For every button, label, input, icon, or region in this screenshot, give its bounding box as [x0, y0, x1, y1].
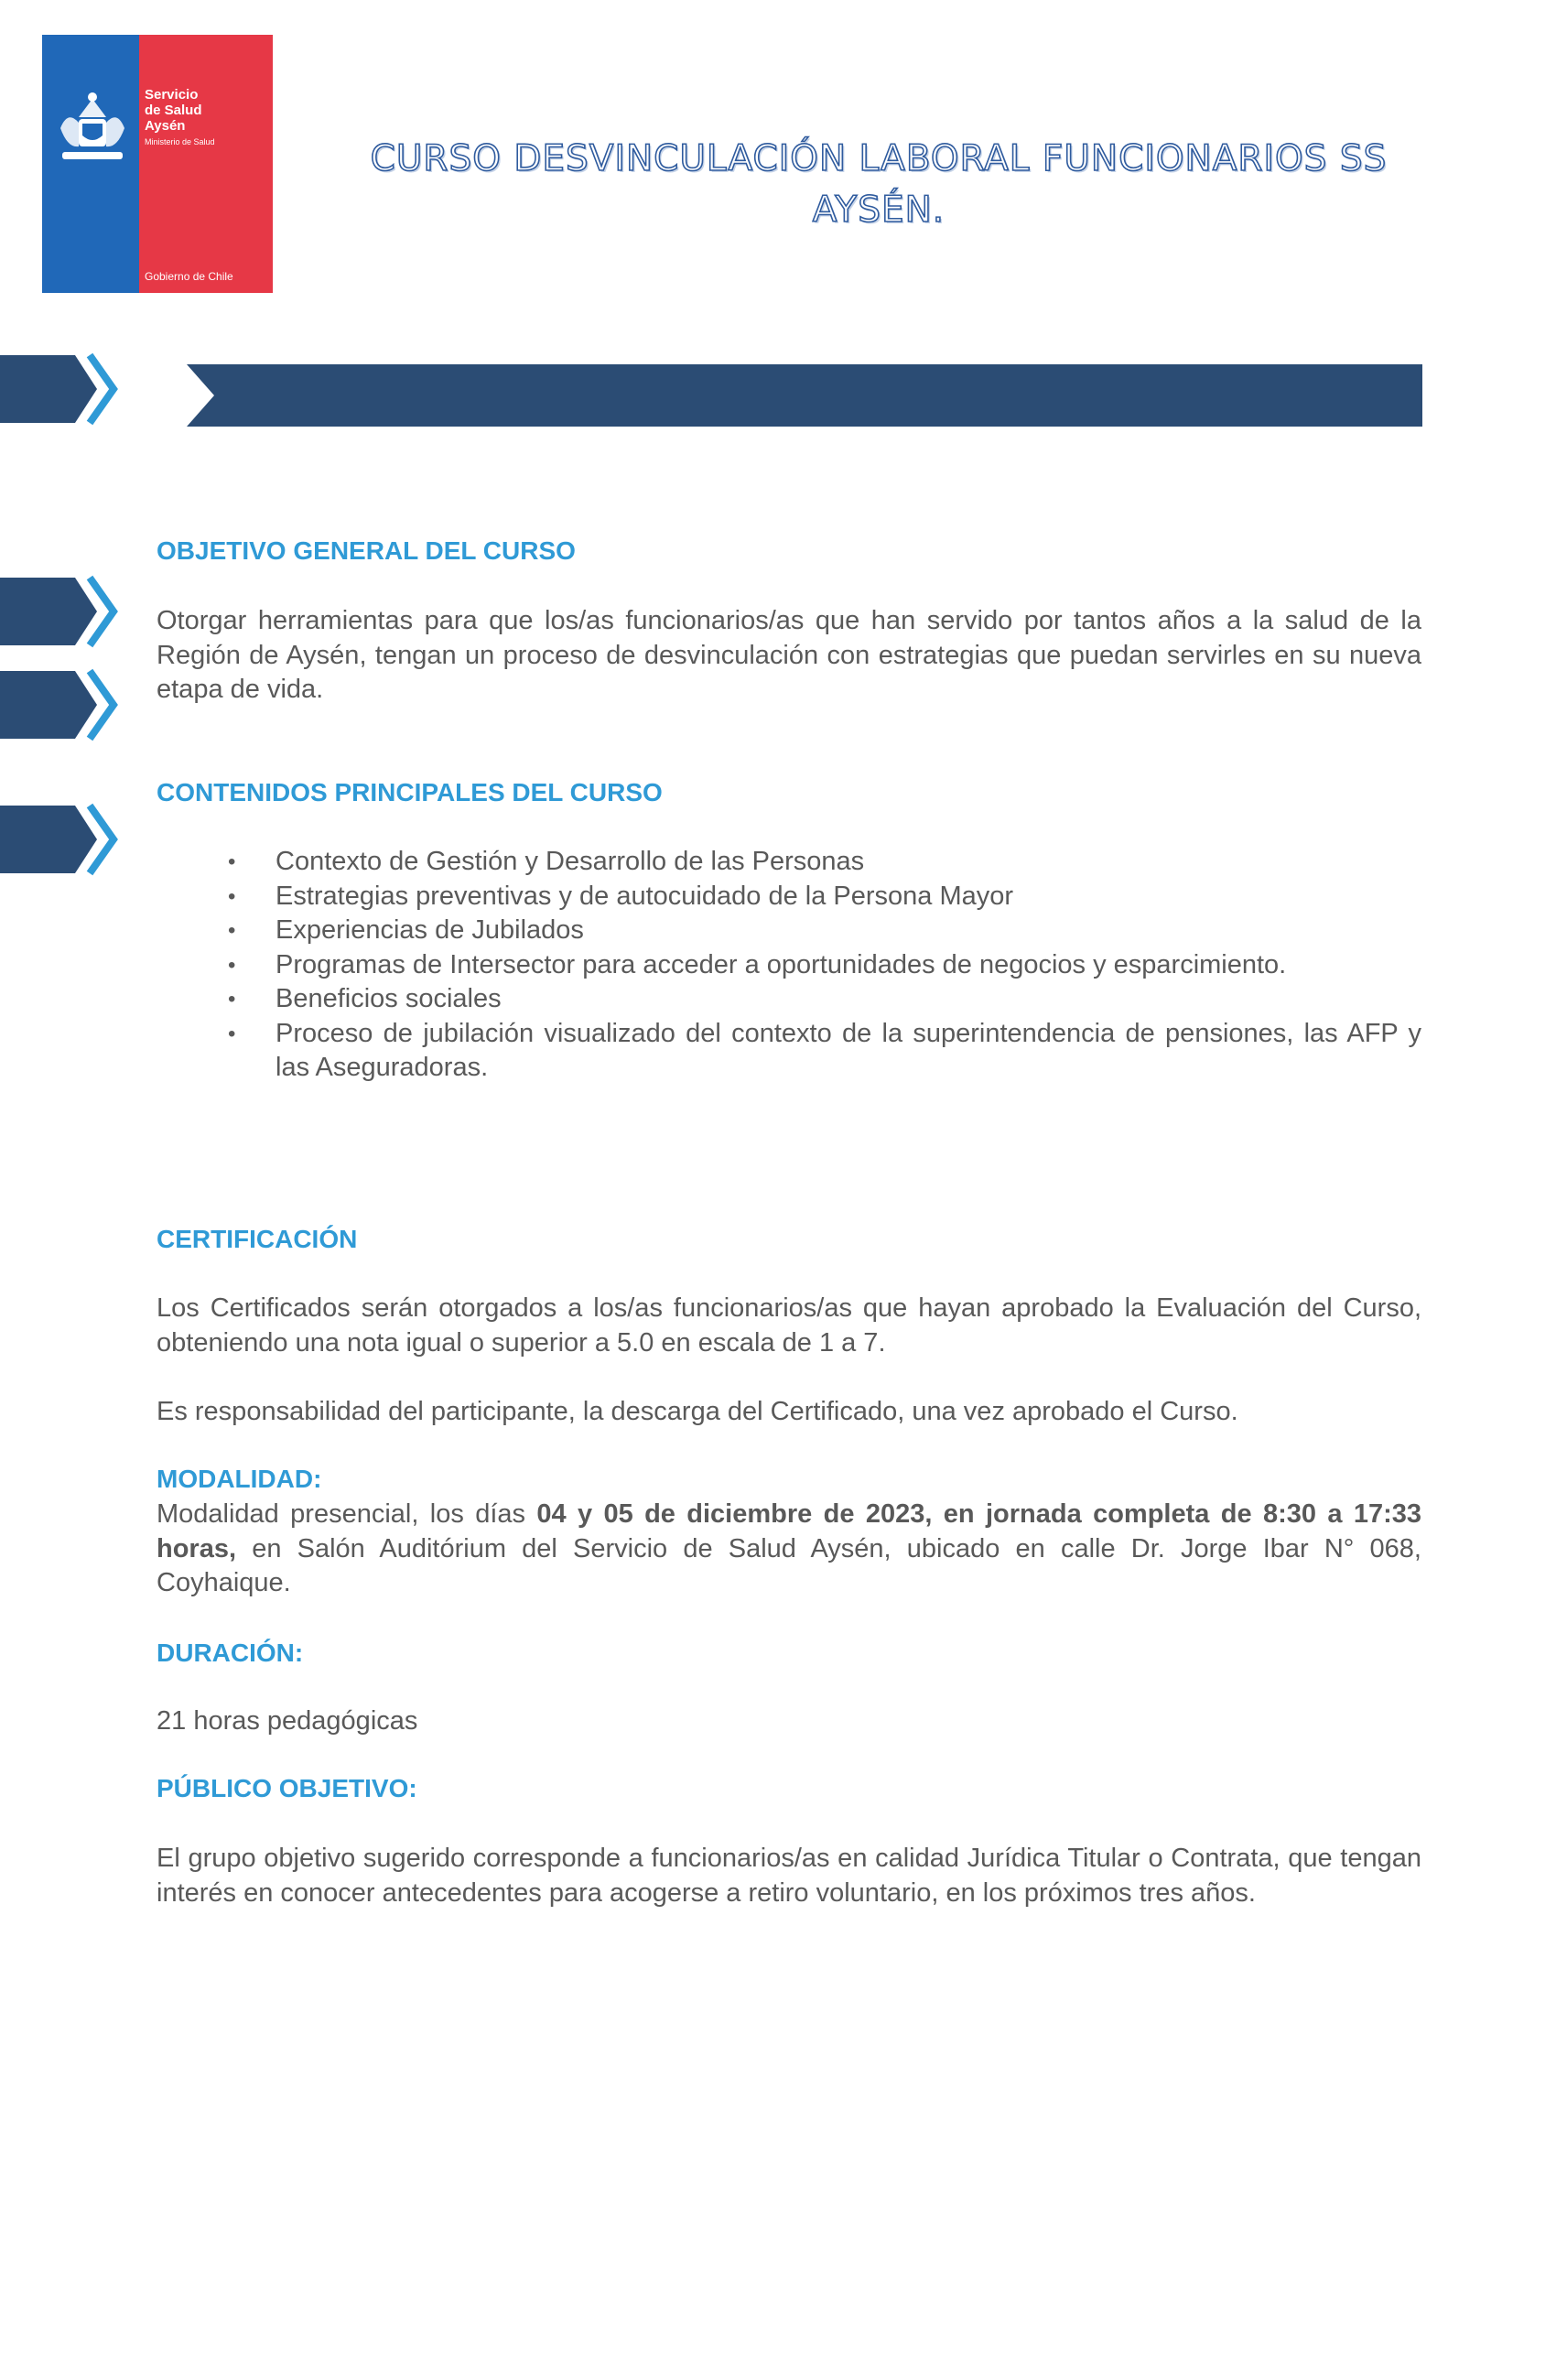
duracion-heading: DURACIÓN:	[157, 1639, 304, 1667]
modalidad-dates: 04 y 05 de diciembre de 2023, en jornada completa de 8:30 a 17:33 horas,	[157, 1499, 1421, 1563]
certificacion-text-1: Los Certificados serán otorgados a los/as funcionarios/as que hayan aprobado la Evaluación del Curso, obteniendo una nota igual o superior a 5.0 en escala de 1 a 7.	[157, 1293, 1421, 1358]
servicio-salud-logo	[42, 35, 273, 293]
list-item: • Experiencias de Jubilados	[157, 914, 1421, 948]
logo-blue-panel	[42, 35, 139, 293]
modalidad-text-b: en Salón Auditórium del Servicio de Salud Aysén, ubicado en calle Dr. Jorge Ibar N° 068, Coyhaique.	[157, 1533, 1421, 1597]
header-banner-bar	[187, 364, 1422, 427]
list-item: • Programas de Intersector para acceder a oportunidades de negocios y esparcimiento.	[157, 948, 1421, 983]
certificacion-text-2: Es responsabilidad del participante, la descarga del Certificado, una vez aprobado el Curso.	[157, 1397, 1238, 1426]
list-item: • Estrategias preventivas y de autocuidado de la Persona Mayor	[157, 880, 1421, 914]
certificacion-heading: CERTIFICACIÓN	[157, 1225, 358, 1253]
chevron-right-icon	[0, 574, 128, 649]
chevron-right-icon	[0, 667, 128, 742]
logo-text-ministerio: Ministerio de Salud	[145, 137, 215, 146]
page-title: CURSO DESVINCULACIÓN LABORAL FUNCIONARIOS SS AYSÉN.	[370, 138, 1388, 231]
coat-of-arms-icon	[51, 82, 134, 183]
chevron-right-icon	[0, 802, 128, 877]
contenidos-heading: CONTENIDOS PRINCIPALES DEL CURSO	[157, 778, 663, 806]
list-item: • Contexto de Gestión y Desarrollo de las Personas	[157, 845, 1421, 880]
logo-red-panel	[139, 35, 273, 293]
logo-text-gobierno: Gobierno de Chile	[145, 270, 233, 283]
contents-list	[157, 845, 1421, 1086]
modalidad-heading: MODALIDAD:	[157, 1465, 322, 1493]
publico-heading: PÚBLICO OBJETIVO:	[157, 1774, 417, 1802]
publico-text: El grupo objetivo sugerido corresponde a funcionarios/as en calidad Jurídica Titular o Contrata, que tengan interés en conocer antecedentes para acogerse a retiro voluntario, en los próximos tres años.	[157, 1844, 1421, 1908]
logo-text-line1: Servicio	[145, 87, 199, 103]
duracion-text: 21 horas pedagógicas	[157, 1706, 418, 1736]
logo-text-line3: Aysén	[145, 118, 186, 134]
chevron-right-icon	[0, 352, 128, 427]
list-item: • Beneficios sociales	[157, 982, 1421, 1017]
list-item: • Proceso de jubilación visualizado del contexto de la superintendencia de pensiones, las AFP y las Aseguradoras.	[157, 1017, 1421, 1086]
modalidad-text-a: Modalidad presencial, los días	[157, 1499, 537, 1529]
objetivo-heading: OBJETIVO GENERAL DEL CURSO	[157, 536, 576, 565]
logo-text-line2: de Salud	[145, 103, 202, 118]
modalidad-text	[157, 1498, 1421, 1601]
objetivo-text: Otorgar herramientas para que los/as funcionarios/as que han servido por tantos años a la salud de la Región de Aysén, tengan un proceso de desvinculación con estrategias que puedan servirles en su nueva etapa de vida.	[157, 606, 1421, 704]
